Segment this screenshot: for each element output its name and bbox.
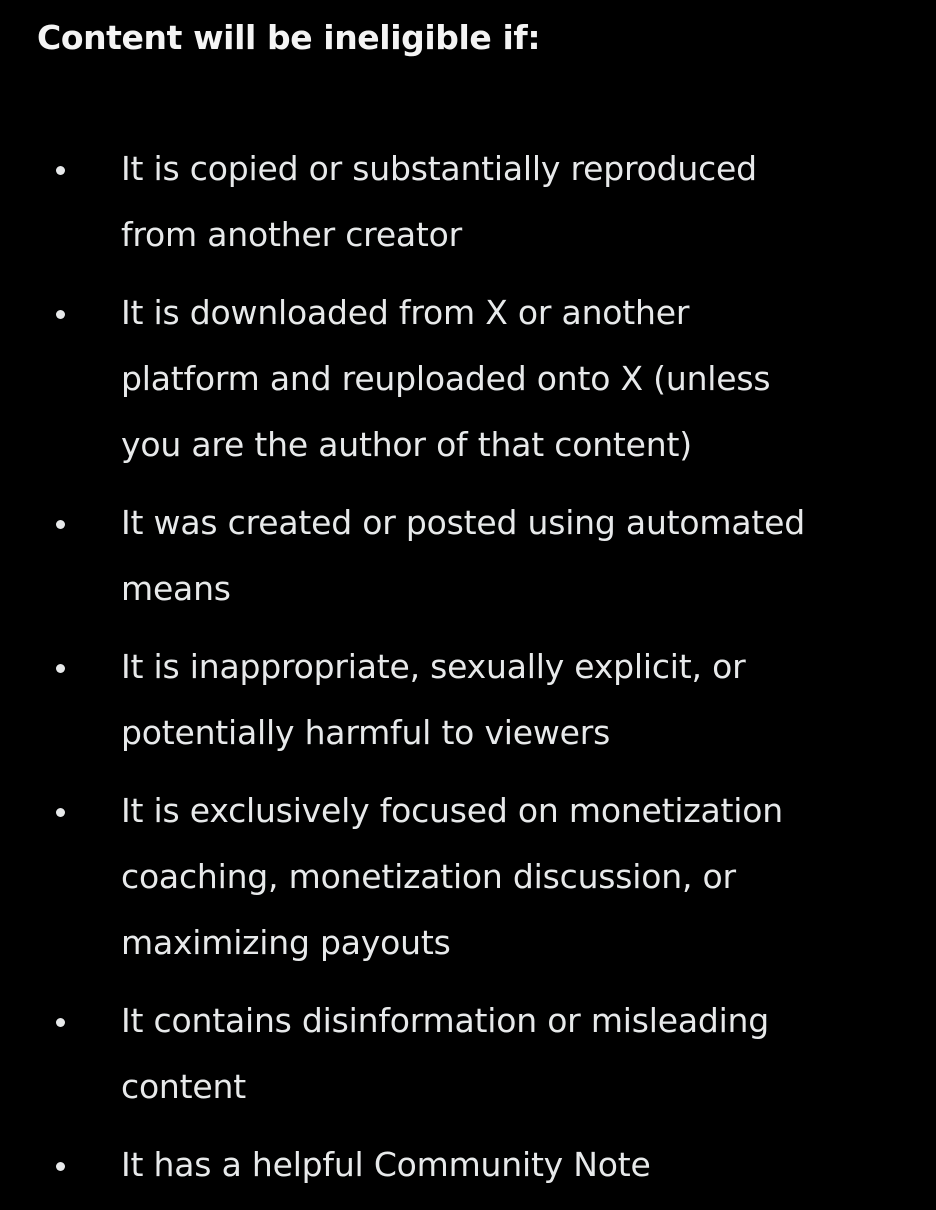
list-item-text: It has a helpful Community Note [121,1145,651,1184]
bullet-icon [56,1018,65,1027]
list-item-text: you are the author of that content) [121,425,692,464]
list-item [0,778,936,976]
section-heading: Content will be ineligible if: [37,18,541,57]
ineligibility-list [0,136,936,1210]
list-item-text: It contains disinformation or misleading [121,1001,770,1040]
bullet-icon [56,166,65,175]
list-item-text: It is inappropriate, sexually explicit, or [121,647,746,686]
list-item [0,634,936,766]
list-item [0,1132,936,1198]
list-item [0,136,936,268]
list-item-text: It is downloaded from X or another [121,293,690,332]
list-item-text: It was created or posted using automated [121,503,805,542]
list-item-text: It is exclusively focused on monetization [121,791,783,830]
bullet-icon [56,1162,65,1171]
list-item [0,280,936,478]
list-item-text: maximizing payouts [121,923,451,962]
list-item [0,490,936,622]
bullet-icon [56,808,65,817]
bullet-icon [56,310,65,319]
list-item-text: platform and reuploaded onto X (unless [121,359,771,398]
list-item-text: means [121,569,231,608]
list-item-text: It is copied or substantially reproduced [121,149,757,188]
bullet-icon [56,664,65,673]
bullet-icon [56,520,65,529]
list-item [0,988,936,1120]
list-item-text: potentially harmful to viewers [121,713,611,752]
list-item-text: from another creator [121,215,463,254]
list-item-text: coaching, monetization discussion, or [121,857,736,896]
list-item-text: content [121,1067,246,1106]
